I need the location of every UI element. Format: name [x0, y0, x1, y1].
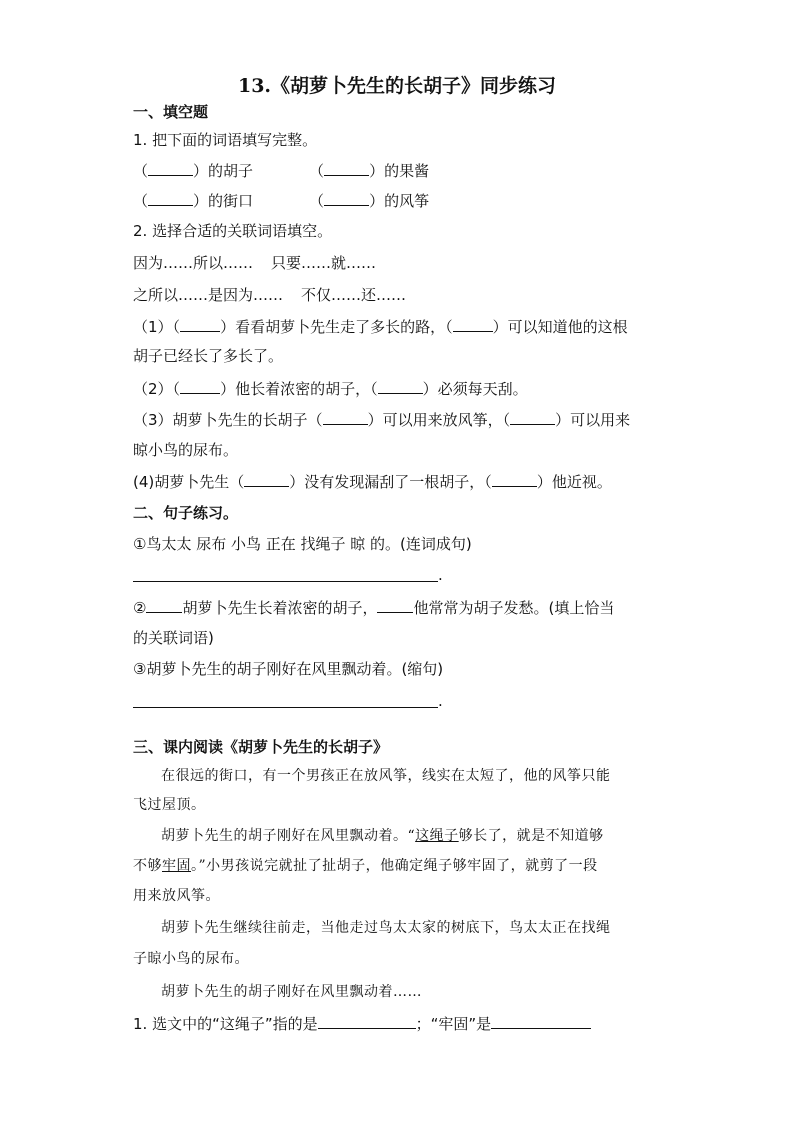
word-text: 的街口 [208, 192, 254, 210]
sentence-1-cont: 胡子已经长了多长了。 [133, 347, 284, 365]
page-title: 13.《胡萝卜先生的长胡子》同步练习 [237, 75, 557, 97]
fill-blank[interactable]: （ ） [172, 318, 236, 336]
sentence-text: 可以知道他的这根 [507, 318, 628, 336]
answer-line-1[interactable] [133, 581, 438, 582]
passage-text: 。”小男孩说完就扯了扯胡子，他确定绳子够牢固了，就剪了一段 [191, 858, 598, 874]
fill-blank[interactable]: （ ） [172, 380, 236, 398]
fill-blank[interactable]: （ ） [370, 380, 438, 398]
fill-blank[interactable]: （ ） [229, 473, 305, 491]
options-row-1 [133, 253, 376, 273]
fill-blank[interactable]: （ ） [309, 162, 385, 180]
word-text: 的胡子 [208, 162, 254, 180]
answer-line-period: . [438, 566, 443, 584]
sentence-exercise-2 [133, 597, 614, 618]
fill-blank[interactable]: （ ） [502, 411, 571, 429]
section-heading-reading: 三、课内阅读《胡萝卜先生的长胡子》 [133, 738, 389, 756]
fill-blank[interactable] [377, 597, 413, 613]
answer-line-2[interactable] [133, 707, 438, 708]
passage-line: 胡萝卜先生继续往前走，当他走过鸟太太家的树底下，鸟太太正在找绳 [161, 920, 611, 936]
sentence-exercise-1: ①鸟太太 尿布 小鸟 正在 找绳子 晾 的。(连词成句) [133, 535, 472, 553]
sentence-3 [133, 409, 630, 430]
option-text: 之所以……是因为…… [133, 286, 284, 304]
sentence-exercise-2-cont: 的关联词语) [133, 629, 214, 647]
passage-line: 飞过屋顶。 [133, 797, 206, 813]
word-row-2 [133, 190, 429, 211]
passage-text: 胡萝卜先生的胡子刚好在风里飘动着。“ [161, 828, 416, 844]
option-text: 不仅……还…… [301, 286, 407, 304]
passage-line: 子晾小鸟的尿布。 [133, 951, 249, 967]
sentence-2 [133, 378, 528, 399]
option-text: 只要……就…… [271, 254, 377, 272]
question-1: 1. 把下面的词语填写完整。 [133, 131, 318, 149]
fill-blank[interactable]: （ ） [133, 162, 209, 180]
underlined-term: 这绳子 [415, 828, 459, 844]
sentence-text: 可以用来 [570, 411, 631, 429]
passage-line [161, 826, 604, 846]
fill-blank[interactable]: （ ） [445, 318, 508, 336]
sentence-number: （2） [133, 380, 173, 398]
option-text: 因为……所以…… [133, 254, 254, 272]
sentence-text: （3）胡萝卜先生的长胡子 [133, 411, 308, 429]
sentence-text: 看看胡萝卜先生走了多长的路， [235, 318, 446, 336]
passage-text: 不够 [133, 858, 162, 874]
section-heading-fill-in: 一、填空题 [133, 103, 209, 121]
sentence-text: 他长着浓密的胡子， [235, 380, 371, 398]
sentence-1 [133, 316, 628, 337]
word-text: 的风筝 [384, 192, 430, 210]
section-heading-sentences: 二、句子练习。 [133, 504, 239, 522]
sentence-number: （1） [133, 318, 173, 336]
sentence-text: 必须每天刮。 [437, 380, 528, 398]
question-text: 1. 选文中的“这绳子”指的是 [133, 1015, 318, 1033]
sentence-text: 他常常为胡子发愁。(填上恰当 [413, 599, 615, 617]
word-row-1 [133, 160, 429, 181]
sentence-text: 他近视。 [551, 473, 612, 491]
fill-blank[interactable]: （ ） [133, 192, 209, 210]
passage-line: 胡萝卜先生的胡子刚好在风里飘动着…… [161, 984, 422, 1000]
sentence-text: 胡萝卜先生长着浓密的胡子， [182, 599, 378, 617]
passage-text: 够长了，就是不知道够 [458, 828, 604, 844]
sentence-4 [133, 471, 612, 492]
sentence-text: 没有发现漏刮了一根胡子， [304, 473, 485, 491]
question-2: 2. 选择合适的关联词语填空。 [133, 222, 333, 240]
sentence-3-cont: 晾小鸟的尿布。 [133, 441, 239, 459]
fill-blank[interactable]: （ ） [309, 192, 385, 210]
reading-question-1 [133, 1013, 591, 1034]
underlined-term: 牢固 [162, 858, 191, 874]
fill-blank[interactable] [146, 597, 182, 613]
passage-line: 用来放风筝。 [133, 888, 220, 904]
sentence-text: 可以用来放风筝， [382, 411, 503, 429]
passage-line [133, 856, 598, 876]
question-text: ；“牢固”是 [415, 1015, 492, 1033]
passage-line: 在很远的街口，有一个男孩正在放风筝，线实在太短了，他的风筝只能 [161, 768, 611, 784]
answer-line-period: . [438, 692, 443, 710]
word-text: 的果酱 [384, 162, 430, 180]
fill-blank[interactable]: （ ） [307, 411, 383, 429]
answer-blank[interactable] [491, 1013, 591, 1029]
sentence-text: (4)胡萝卜先生 [133, 473, 230, 491]
sentence-exercise-3: ③胡萝卜先生的胡子刚好在风里飘动着。(缩句) [133, 660, 444, 678]
fill-blank[interactable]: （ ） [484, 473, 552, 491]
item-number: ② [133, 599, 147, 617]
options-row-2 [133, 285, 406, 305]
answer-blank[interactable] [318, 1013, 416, 1029]
